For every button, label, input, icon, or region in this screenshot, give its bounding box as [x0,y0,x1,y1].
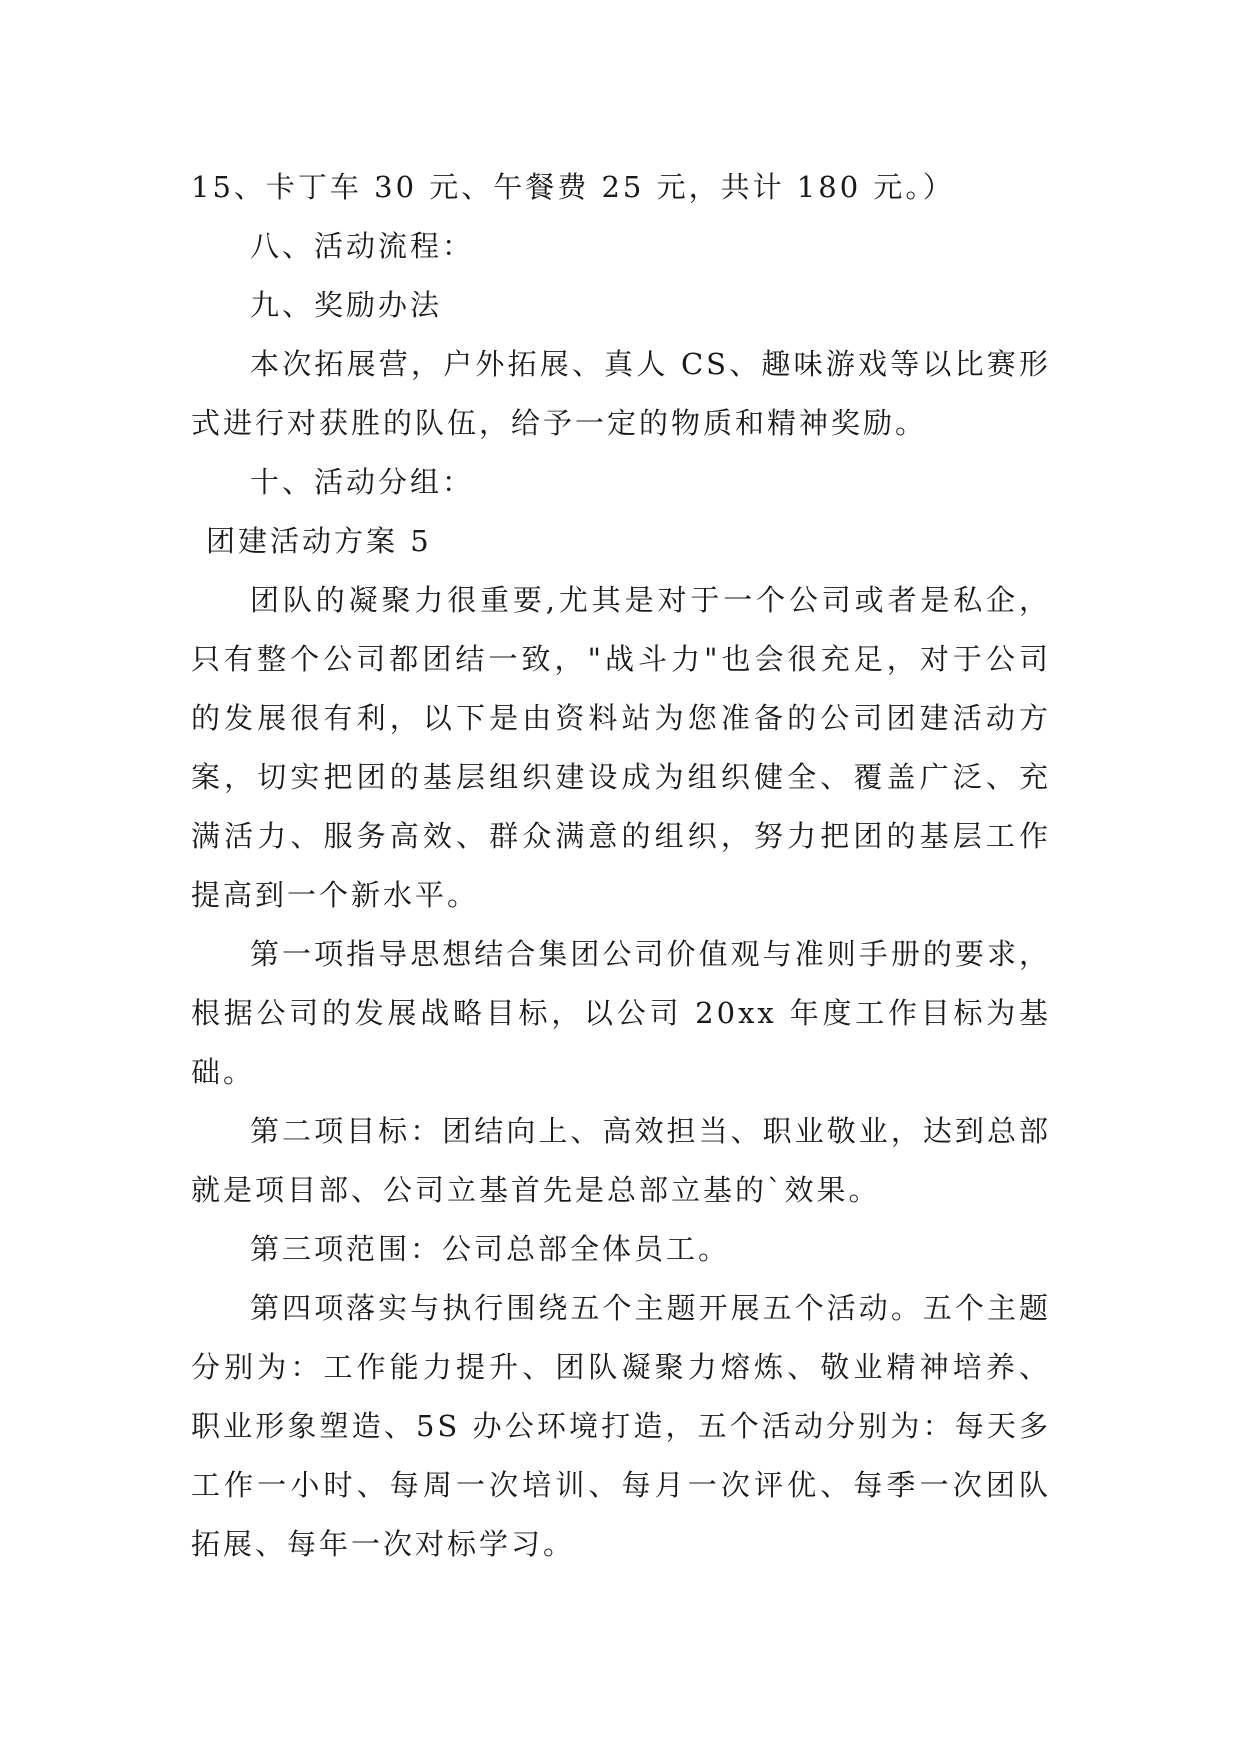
section-heading-reward-method: 九、奖励办法 [250,288,443,322]
document-body [191,158,1051,1574]
paragraph-objective: 第二项目标：团结向上、高效担当、职业敬业，达到总部就是项目部、公司立基首先是总部立基的`效果。 [191,1114,1051,1207]
paragraph-scope: 第三项范围：公司总部全体员工。 [250,1232,731,1266]
section-heading-activity-groups: 十、活动分组： [250,465,475,499]
paragraph-reward-description: 本次拓展营，户外拓展、真人 CS、趣味游戏等以比赛形式进行对获胜的队伍，给予一定的物质和精神奖励。 [191,347,1051,440]
paragraph-fee-total: 15、卡丁车 30 元、午餐费 25 元，共计 180 元。） [191,170,955,204]
section-heading-activity-flow: 八、活动流程： [250,229,475,263]
paragraph-implementation: 第四项落实与执行围绕五个主题开展五个活动。五个主题分别为：工作能力提升、团队凝聚力熔炼、敬业精神培养、职业形象塑造、5S 办公环境打造，五个活动分别为：每天多工作一小时、每周一次培训、每月一次评优、每季一次团队拓展、每年一次对标学习。 [191,1291,1051,1561]
paragraph-guiding-ideology: 第一项指导思想结合集团公司价值观与准则手册的要求，根据公司的发展战略目标，以公司 20xx 年度工作目标为基础。 [191,937,1051,1089]
plan-title: 团建活动方案 5 [206,524,432,558]
paragraph-team-cohesion: 团队的凝聚力很重要,尤其是对于一个公司或者是私企，只有整个公司都团结一致，"战斗力"也会很充足，对于公司的发展很有利，以下是由资料站为您准备的公司团建活动方案，切实把团的基层组织建设成为组织健全、覆盖广泛、充满活力、服务高效、群众满意的组织，努力把团的基层工作提高到一个新水平。 [191,583,1051,912]
